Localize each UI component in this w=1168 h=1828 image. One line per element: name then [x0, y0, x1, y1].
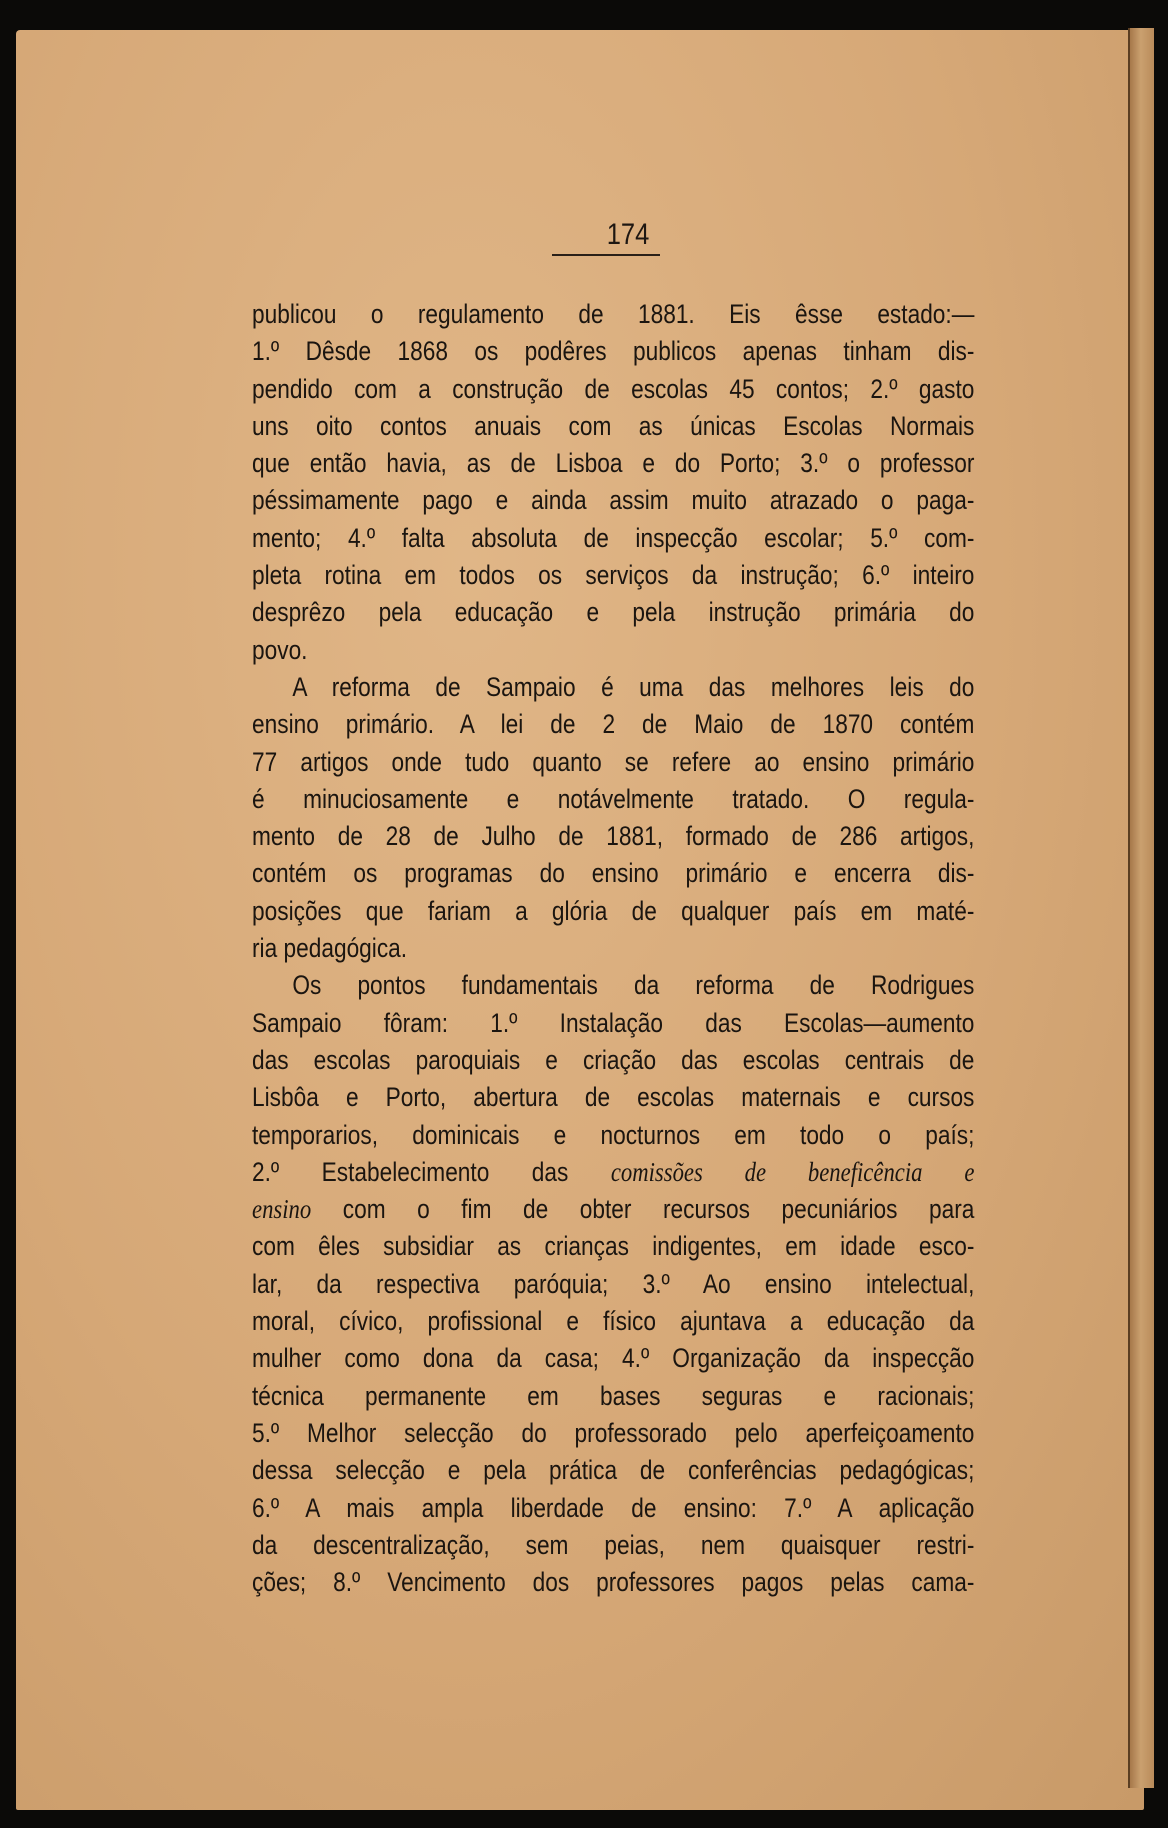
text-line: mulher como dona da casa; 4.º Organização da inspecção [252, 1343, 975, 1374]
text-line: dessa selecção e pela prática de conferências pedagógicas; [252, 1455, 975, 1486]
text-line: mento; 4.º falta absoluta de inspecção escolar; 5.º com- [252, 522, 975, 553]
text-line-mixed [252, 1191, 974, 1228]
text-line: ria pedagógica. [252, 933, 408, 964]
text-line: A reforma de Sampaio é uma das melhores leis do [292, 671, 975, 702]
text-line: uns oito contos anuais com as únicas Escolas Normais [252, 410, 975, 441]
italic-phrase: comissões de beneficência e [610, 1156, 975, 1187]
text-line: 5.º Melhor selecção do professorado pelo aperfeiçoamento [252, 1417, 975, 1448]
text-line: Sampaio fôram: 1.º Instalação das Escolas—aumento [252, 1007, 975, 1038]
text-line: posições que fariam a glória de qualquer país em maté- [252, 895, 975, 926]
text-line: 6.º A mais ampla liberdade de ensino: 7.º A aplicação [252, 1492, 975, 1523]
text-line-mixed [252, 1154, 974, 1191]
text-line: das escolas paroquiais e criação das escolas centrais de [252, 1044, 975, 1075]
text-line: pendido com a construção de escolas 45 contos; 2.º gasto [252, 373, 975, 404]
text-line: povo. [252, 634, 308, 665]
text-line: 77 artigos onde tudo quanto se refere ao ensino primário [252, 746, 975, 777]
text-line: é minuciosamente e notávelmente tratado. O regula- [252, 783, 975, 814]
text-line: 1.º Dêsde 1868 os podêres publicos apenas tinham dis- [252, 336, 975, 367]
text-segment: com o fim de obter recursos pecuniários para [342, 1194, 975, 1225]
page-edge [1128, 28, 1154, 1788]
text-line: ções; 8.º Vencimento dos professores pagos pelas cama- [252, 1567, 975, 1598]
text-line: temporarios, dominicais e nocturnos em todo o país; [252, 1119, 975, 1150]
text-line: técnica permanente em bases seguras e racionais; [252, 1380, 975, 1411]
text-line: da descentralização, sem peias, nem quaisquer restri- [252, 1529, 975, 1560]
text-line: péssimamente pago e ainda assim muito atrazado o paga- [252, 485, 975, 516]
text-line: contém os programas do ensino primário e encerra dis- [252, 858, 975, 889]
text-line: com êles subsidiar as crianças indigentes, em idade esco- [252, 1231, 975, 1262]
page-number: 174 [606, 218, 650, 251]
text-line: Os pontos fundamentais da reforma de Rodrigues [292, 970, 975, 1001]
text-line: lar, da respectiva paróquia; 3.º Ao ensino intelectual, [252, 1268, 975, 1299]
text-line: publicou o regulamento de 1881. Eis êsse estado:— [252, 299, 975, 329]
text-segment: 2.º Estabelecimento das [252, 1156, 569, 1187]
italic-phrase: ensino [252, 1194, 312, 1225]
text-line: que então havia, as de Lisboa e do Porto; 3.º o professor [252, 448, 975, 479]
text-line: pleta rotina em todos os serviços da instrução; 6.º inteiro [252, 560, 975, 591]
text-line: desprêzo pela educação e pela instrução primária do [252, 597, 975, 628]
text-line: ensino primário. A lei de 2 de Maio de 1870 contém [252, 709, 975, 740]
text-line: Lisbôa e Porto, abertura de escolas maternais e cursos [252, 1082, 975, 1113]
text-line: mento de 28 de Julho de 1881, formado de 286 artigos, [252, 821, 975, 852]
body-text [252, 296, 974, 1601]
text-line: moral, cívico, profissional e físico ajuntava a educação da [252, 1306, 975, 1337]
header-rule [552, 254, 660, 256]
